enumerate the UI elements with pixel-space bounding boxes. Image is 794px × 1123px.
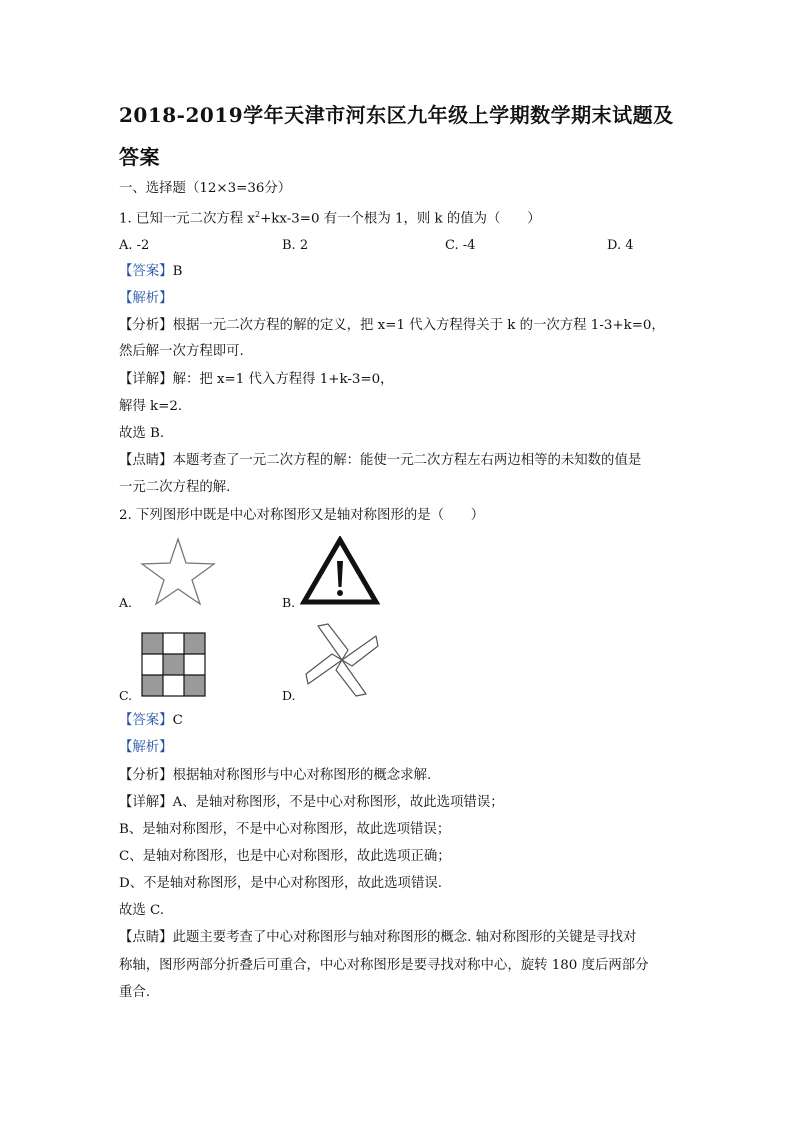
q2-detail-b: B、是轴对称图形，不是中心对称图形，故此选项错误； [119,822,451,837]
figure-c-label: C. [119,688,133,703]
q1-note-2: 一元二次方程的解. [119,480,231,495]
q2-stem: 2. 下列图形中既是中心对称图形又是轴对称图形的是（ ） [119,508,485,523]
q1-analysis-heading: 【解析】 [119,291,173,306]
q2-detail-a: 【详解】A、是轴对称图形，不是中心对称图形，故此选项错误； [119,795,504,810]
q1-answer: 【答案】B [119,264,183,279]
q2-detail-end: 故选 C. [119,903,165,918]
q1-detail-2: 解得 k=2. [119,399,183,414]
q1-option-c: C. -4 [445,238,476,253]
q2-answer: 【答案】C [119,713,183,728]
q1-fenxi-1: 【分析】根据一元二次方程的解的定义，把 x=1 代入方程得关于 k 的一次方程 1-3+k=0， [119,318,665,333]
q2-note-3: 重合. [119,985,151,1000]
figure-b-label: B. [282,595,296,610]
figure-c-checker-grid [141,632,207,698]
q1-detail-3: 故选 B. [119,426,165,441]
q1-option-b: B. 2 [282,238,309,253]
figure-d-pinwheel [304,622,380,698]
q2-analysis-heading: 【解析】 [119,740,173,755]
figure-a-star [138,536,218,606]
figure-d-label: D. [282,688,296,703]
figure-b-warning-triangle [300,536,380,606]
q1-fenxi-2: 然后解一次方程即可. [119,344,244,359]
q1-option-a: A. -2 [119,238,150,253]
q2-note-1: 【点睛】此题主要考查了中心对称图形与轴对称图形的概念. 轴对称图形的关键是寻找对 [119,930,637,945]
q2-fenxi: 【分析】根据轴对称图形与中心对称图形的概念求解. [119,768,432,783]
section-heading: 一、选择题（12×3=36分） [119,181,292,196]
q2-note-2: 称轴，图形两部分折叠后可重合，中心对称图形是要寻找对称中心，旋转 180 度后两部分 [119,958,649,973]
figure-a-label: A. [119,595,133,610]
q1-detail-1: 【详解】解：把 x=1 代入方程得 1+k-3=0， [119,372,394,387]
page-title-line2: 答案 [119,145,160,169]
q1-note-1: 【点睛】本题考查了一元二次方程的解：能使一元二次方程左右两边相等的未知数的值是 [119,453,642,468]
page-title-line1: 2018-2019学年天津市河东区九年级上学期数学期末试题及 [119,103,674,127]
q2-detail-d: D、不是轴对称图形，是中心对称图形，故此选项错误. [119,876,442,891]
q1-option-d: D. 4 [607,238,634,253]
q2-detail-c: C、是轴对称图形，也是中心对称图形，故此选项正确； [119,849,451,864]
q1-stem: 1. 已知一元二次方程 $x^2+kx-3=0$ 有一个根为 1，则 k 的值为（ ） [119,210,541,227]
